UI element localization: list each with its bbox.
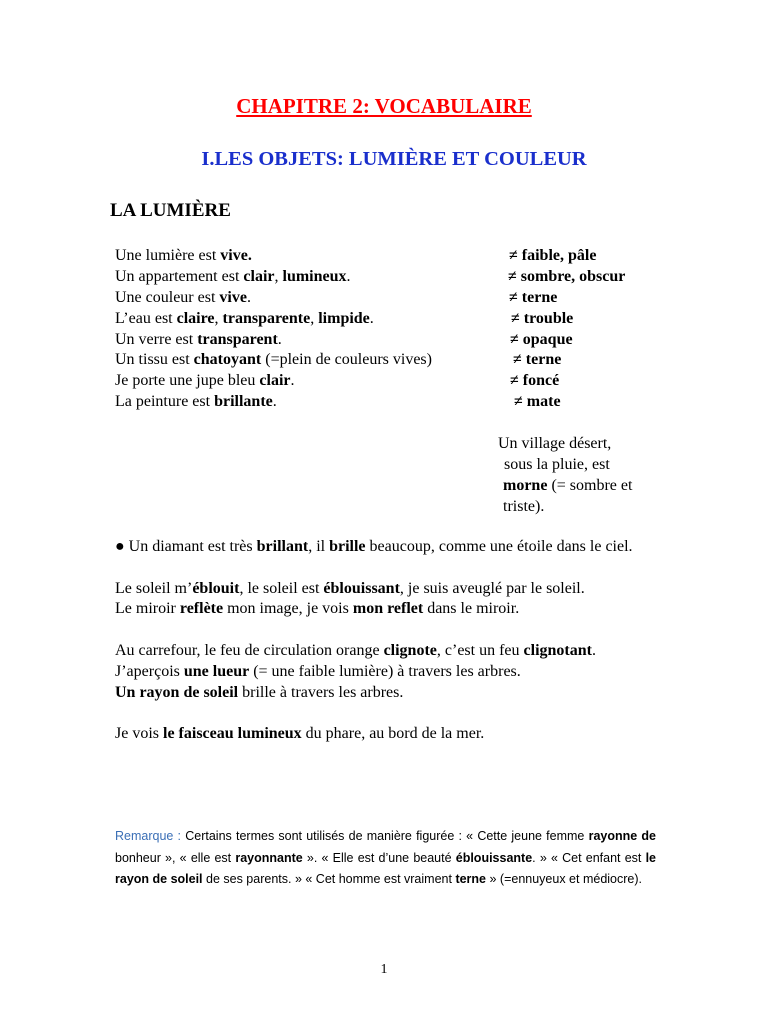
vocab-opposite: ≠ sombre, obscur — [508, 268, 626, 285]
side-note-line: sous la pluie, est — [504, 456, 610, 473]
vocab-line: Un verre est transparent. — [115, 331, 282, 348]
side-note-line: triste). — [503, 498, 545, 515]
page-number: 1 — [380, 962, 388, 977]
vocab-opposite: ≠ trouble — [511, 310, 574, 327]
vocab-opposite: ≠ terne — [509, 289, 558, 306]
paragraph: Je vois le faisceau lumineux du phare, au bord de la mer. — [115, 725, 485, 742]
vocab-line: Une couleur est vive. — [115, 289, 251, 306]
remarque-note: Remarque : Certains termes sont utilisés de manière figurée : « Cette jeune femme rayonne de bonheur », « elle est rayonnante ». « Elle est d’une beauté éblouissante. » « Cet enfant est le rayon de soleil de ses parents. » « Cet homme est vraiment terne » (=ennuyeux et médiocre). — [115, 829, 657, 886]
section-heading: LA LUMIÈRE — [110, 200, 231, 221]
chapter-title: CHAPITRE 2: VOCABULAIRE — [236, 94, 532, 118]
side-note-line: morne (= sombre et — [503, 477, 633, 494]
vocab-opposite: ≠ terne — [513, 351, 562, 368]
paragraph: J’aperçois une lueur (= une faible lumière) à travers les arbres. — [115, 663, 521, 680]
vocab-opposite: ≠ faible, pâle — [509, 247, 597, 264]
vocab-line: Une lumière est vive. — [115, 247, 252, 264]
vocab-line: L’eau est claire, transparente, limpide. — [115, 310, 374, 327]
vocab-line: Un appartement est clair, lumineux. — [115, 268, 351, 285]
side-note-line: Un village désert, — [498, 435, 612, 452]
paragraph: Le miroir reflète mon image, je vois mon reflet dans le miroir. — [115, 600, 520, 617]
paragraph: Le soleil m’éblouit, le soleil est éblouissant, je suis aveuglé par le soleil. — [115, 580, 585, 597]
paragraph: Un rayon de soleil brille à travers les arbres. — [115, 684, 404, 701]
vocab-opposite: ≠ opaque — [510, 331, 573, 348]
vocab-line: La peinture est brillante. — [115, 393, 277, 410]
vocab-line: Un tissu est chatoyant (=plein de couleurs vives) — [115, 351, 432, 368]
vocab-line: Je porte une jupe bleu clair. — [115, 372, 295, 389]
remarque-label: Remarque : — [115, 829, 182, 843]
vocab-opposite: ≠ foncé — [510, 372, 560, 389]
vocab-opposite: ≠ mate — [514, 393, 561, 410]
paragraph: Au carrefour, le feu de circulation orange clignote, c’est un feu clignotant. — [115, 642, 596, 659]
section-subtitle: I.LES OBJETS: LUMIÈRE ET COULEUR — [201, 148, 587, 170]
paragraph: ● Un diamant est très brillant, il brille beaucoup, comme une étoile dans le ciel. — [115, 538, 633, 555]
